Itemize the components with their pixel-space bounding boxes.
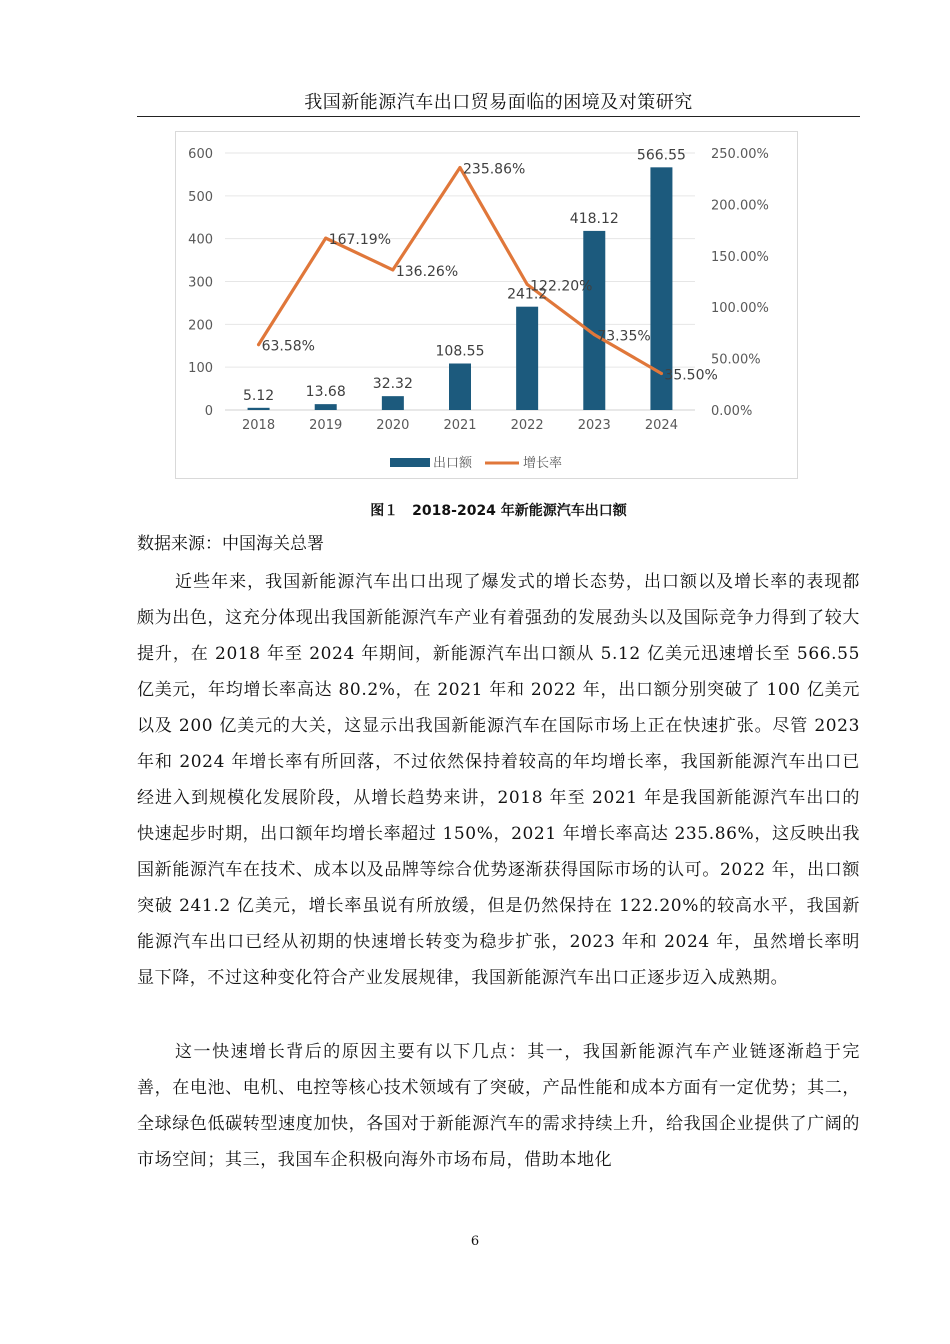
growth-point-2019 <box>324 237 327 240</box>
x-tick-label: 2018 <box>242 418 276 433</box>
growth-value-label: 73.35% <box>597 328 651 345</box>
y-left-tick-label: 300 <box>188 275 213 291</box>
growth-point-2022 <box>526 283 529 286</box>
x-tick-label: 2022 <box>510 418 544 433</box>
bar-2023 <box>583 231 605 410</box>
growth-point-2020 <box>391 268 394 271</box>
y-right-tick-label: 250.00% <box>711 147 769 162</box>
body-paragraph-1: 近些年来，我国新能源汽车出口出现了爆发式的增长态势，出口额以及增长率的表现都颇为出色，这充分体现出我国新能源汽车产业有着强劲的发展劲头以及国际竞争力得到了较大提升，在 2018 年至 2024 年期间，新能源汽车出口额从 5.12 亿美元迅速增长至 566.55 亿美元，年均增长率高达 80.2%，在 2021 年和 2022 年，出口额分别突破了 100 亿美元以及 200 亿美元的大关，这显示出我国新能源汽车在国际市场上正在快速扩张。尽管 2023 年和 2024 年增长率有所回落，不过依然保持着较高的年均增长率，我国新能源汽车出口已经进入到规模化发展阶段，从增长趋势来讲，2018 年至 2021 年是我国新能源汽车出口的快速起步时期，出口额年均增长率超过 150%，2021 年增长率高达 235.86%，这反映出我国新能源汽车在技术、成本以及品牌等综合优势逐渐获得国际市场的认可。2022 年，出口额突破 241.2 亿美元，增长率虽说有所放缓，但是仍然保持在 122.20%的较高水平，我国新能源汽车出口已经从初期的快速增长转变为稳步扩张，2023 年和 2024 年，虽然增长率明显下降，不过这种变化符合产业发展规律，我国新能源汽车出口正逐步迈入成熟期。 <box>137 572 860 988</box>
legend-label-bar: 出口额 <box>433 456 473 471</box>
y-right-tick-label: 0.00% <box>711 404 753 419</box>
body-paragraph-2: 这一快速增长背后的原因主要有以下几点：其一，我国新能源汽车产业链逐渐趋于完善，在电池、电机、电控等核心技术领域有了突破，产品性能和成本方面有一定优势；其二，全球绿色低碳转型速度加快，各国对于新能源汽车的需求持续上升，给我国企业提供了广阔的市场空间；其三，我国车企积极向海外市场布局，借助本地化 <box>137 1042 860 1170</box>
growth-value-label: 235.86% <box>463 161 526 178</box>
bar-2021 <box>449 364 471 410</box>
growth-value-label: 35.50% <box>664 367 718 384</box>
x-tick-label: 2024 <box>644 418 678 433</box>
bar-value-label: 5.12 <box>242 387 275 404</box>
growth-point-2018 <box>257 343 260 346</box>
growth-point-2023 <box>593 333 596 336</box>
bar-value-label: 108.55 <box>435 343 485 360</box>
y-right-tick-label: 100.00% <box>711 301 769 317</box>
bar-2022 <box>516 307 538 410</box>
export-bars <box>248 167 673 410</box>
bar-value-label: 32.32 <box>372 376 413 393</box>
bar-2018 <box>248 408 270 410</box>
legend-swatch-bar <box>390 458 430 467</box>
growth-value-label: 136.26% <box>395 263 459 280</box>
y-right-tick-label: 200.00% <box>711 198 769 214</box>
bar-value-label: 13.68 <box>305 384 346 401</box>
bar-value-label: 566.55 <box>636 147 686 164</box>
y-left-tick-label: 100 <box>188 361 213 377</box>
growth-value-label: 122.20% <box>530 278 593 295</box>
export-chart <box>175 131 798 479</box>
y-left-tick-label: 600 <box>188 147 213 162</box>
growth-point-2021 <box>459 166 462 169</box>
data-source-note: 数据来源：中国海关总署 <box>137 534 324 554</box>
legend-label-line: 增长率 <box>523 456 563 471</box>
y-left-tick-label: 400 <box>188 232 213 248</box>
chart-legend <box>390 455 562 471</box>
bar-value-label: 241.2 <box>507 286 548 303</box>
axes <box>188 147 769 433</box>
running-header-title: 我国新能源汽车出口贸易面临的困境及对策研究 <box>304 92 693 113</box>
x-tick-label: 2020 <box>376 418 410 433</box>
y-right-tick-label: 50.00% <box>711 352 761 368</box>
figure-caption: 图１ 2018-2024 年新能源汽车出口额 <box>370 503 627 519</box>
x-tick-label: 2019 <box>309 418 343 433</box>
bar-2020 <box>382 396 404 410</box>
header-rule <box>137 116 860 117</box>
x-tick-label: 2023 <box>577 418 611 433</box>
page-number: 6 <box>470 1234 480 1249</box>
x-tick-label: 2021 <box>443 418 477 433</box>
y-left-tick-label: 500 <box>188 189 213 205</box>
growth-value-label: 167.19% <box>328 232 392 249</box>
y-right-tick-label: 150.00% <box>711 249 769 265</box>
y-left-tick-label: 0 <box>204 404 213 419</box>
bar-2019 <box>315 404 337 410</box>
growth-point-2024 <box>660 372 663 375</box>
y-left-tick-label: 200 <box>188 318 213 334</box>
bar-value-label: 418.12 <box>569 210 619 227</box>
growth-value-label: 63.58% <box>261 338 315 355</box>
